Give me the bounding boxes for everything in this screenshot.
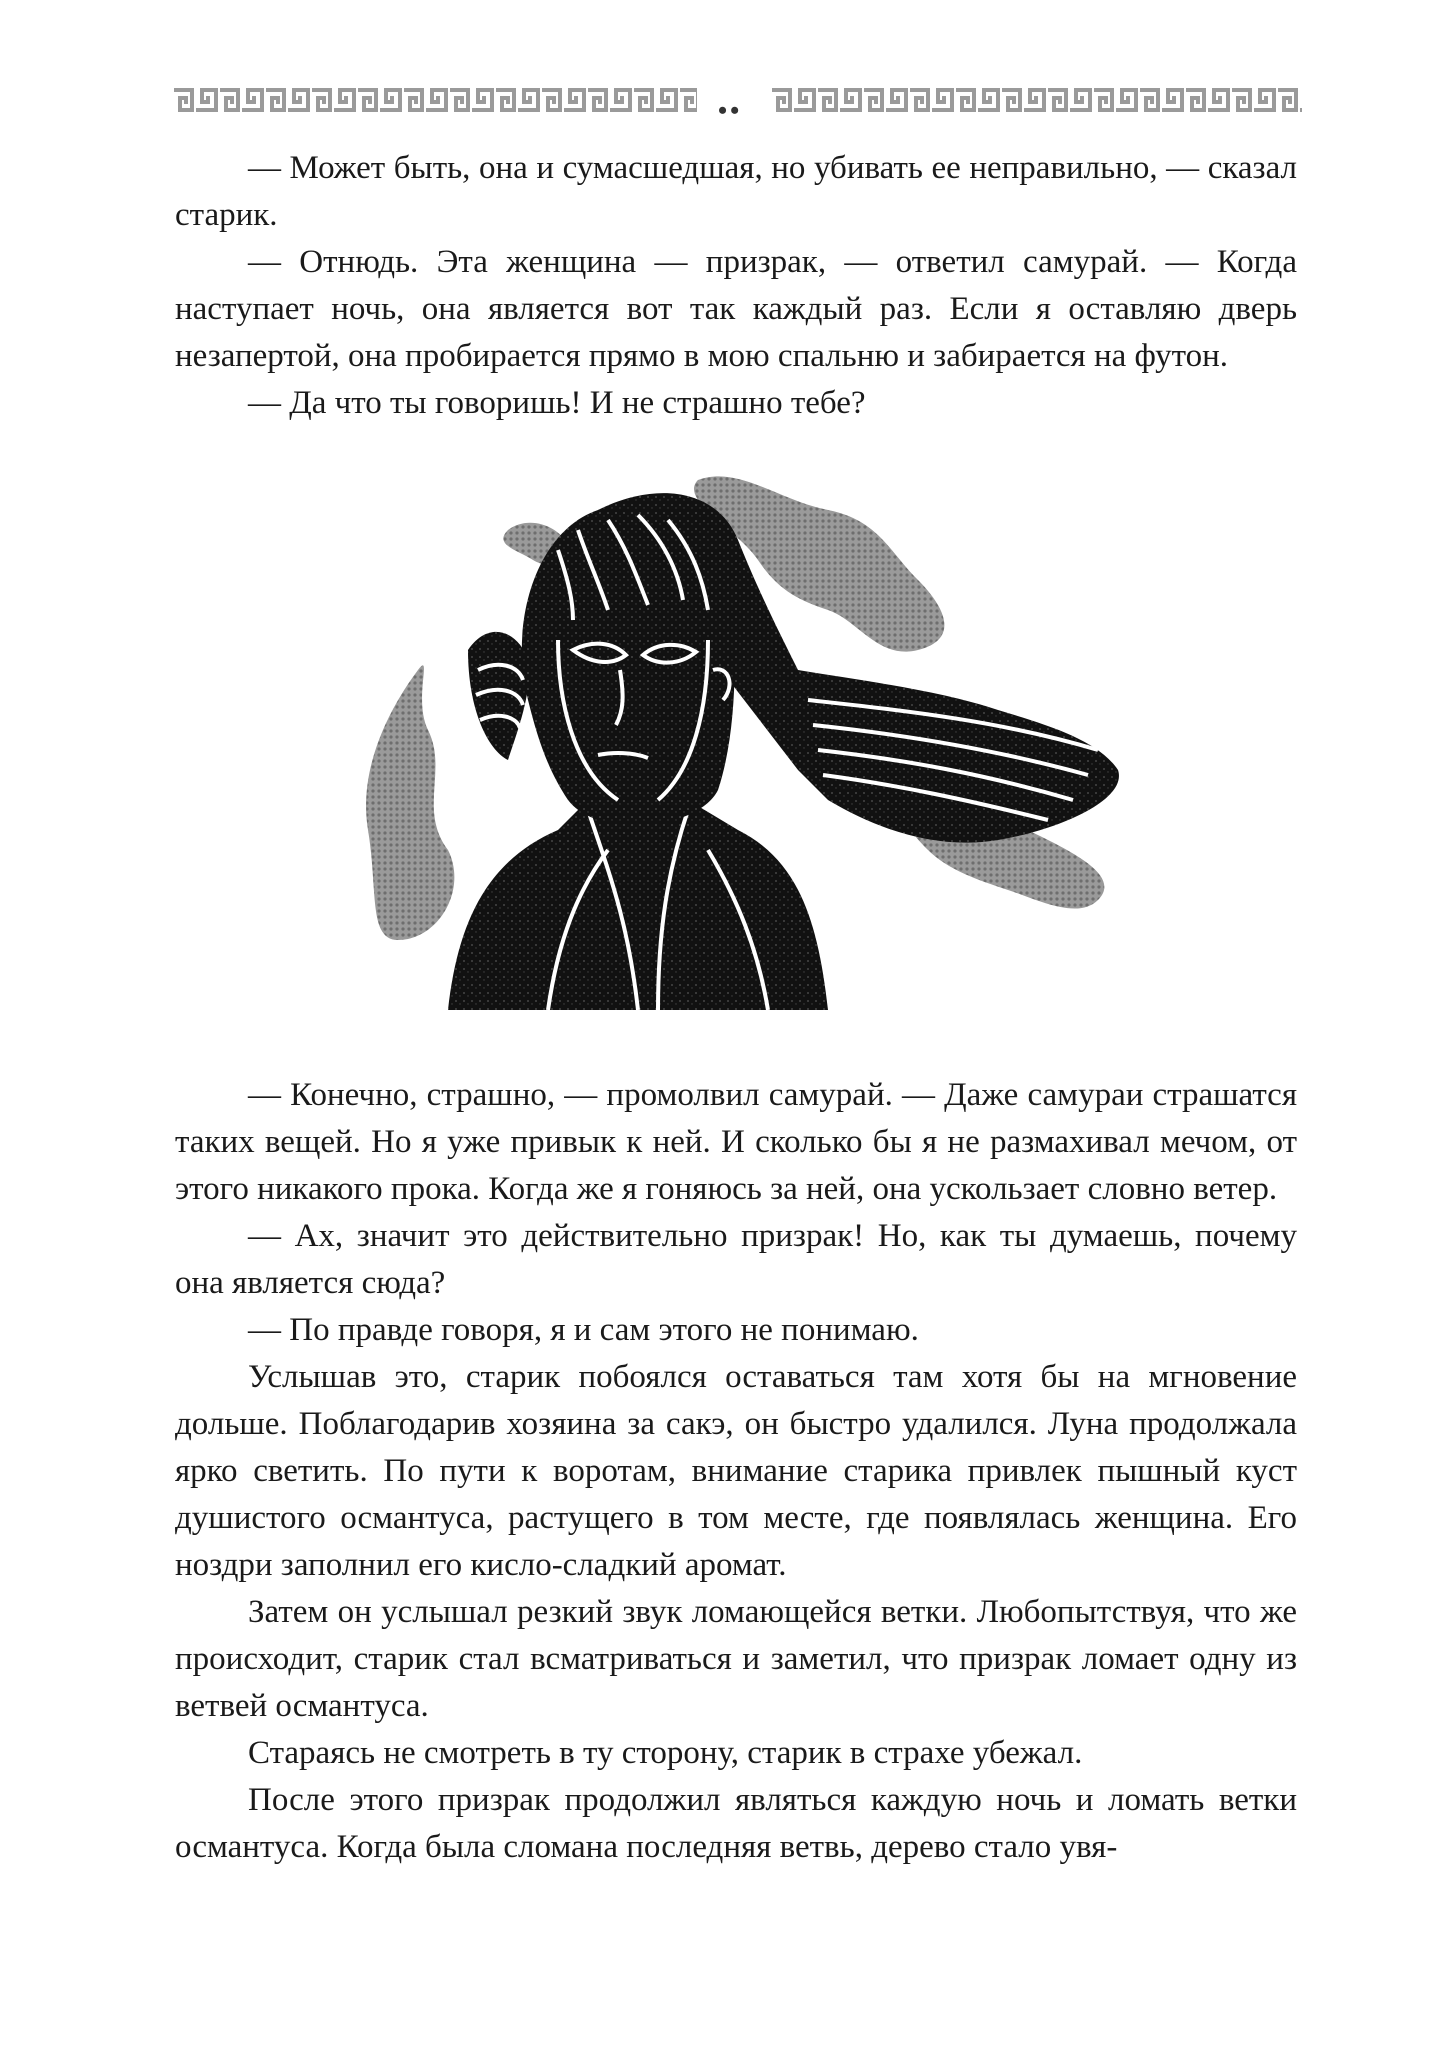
paragraph: Стараясь не смотреть в ту сторону, старик в страхе убежал. xyxy=(248,1735,1083,1771)
ghost-woman-illustration xyxy=(358,470,1138,1030)
paragraph: Услышав это, старик побоялся оставаться там хотя бы на мгновение дольше. Поблагодарив хозяина за сакэ, он быстро удалился. Луна продолжала ярко светить. По пути к воротам, внимание старика привлек пышный куст душистого османтуса, растущего в том месте, где появлялась женщина. Его ноздри заполнил его кисло-сладкий аромат. xyxy=(175,1359,1297,1583)
paragraph: — Может быть, она и сумасшедшая, но убивать ее неправильно, — сказал старик. xyxy=(175,150,1297,233)
paragraph: — По правде говоря, я и сам этого не понимаю. xyxy=(248,1312,919,1348)
paragraph: — Ах, значит это действительно призрак! Но, как ты думаешь, почему она является сюда? xyxy=(175,1218,1297,1301)
robe-body xyxy=(448,800,828,1010)
paragraph: — Конечно, страшно, — промолвил самурай. — Даже самураи страшатся таких вещей. Но я уже привык к ней. И сколько бы я не размахивал мечом, от этого никакого прока. Когда же я гоняюсь за ней, она ускользает словно ветер. xyxy=(175,1077,1297,1207)
paragraph: Затем он услышал резкий звук ломающейся ветки. Любопытствуя, что же происходит, старик стал всматриваться и заметил, что призрак ломает одну из ветвей османтуса. xyxy=(175,1594,1297,1724)
cloud-shape-left xyxy=(366,665,454,940)
paragraph: — Отнюдь. Эта женщина — призрак, — ответил самурай. — Когда наступает ночь, она является вот так каждый раз. Если я оставляю дверь незапертой, она пробирается прямо в мою спальню и забирается на футон. xyxy=(175,244,1297,374)
header-dots: •• xyxy=(718,96,743,125)
paragraph: После этого призрак продолжил являться каждую ночь и ломать ветки османтуса. Когда была сломана последняя ветвь, дерево стало увя- xyxy=(175,1782,1297,1865)
head-hair xyxy=(522,503,735,826)
text-block-top xyxy=(175,145,1297,427)
paragraph: — Да что ты говоришь! И не страшно тебе? xyxy=(248,385,866,421)
text-block-bottom xyxy=(175,1072,1297,1871)
